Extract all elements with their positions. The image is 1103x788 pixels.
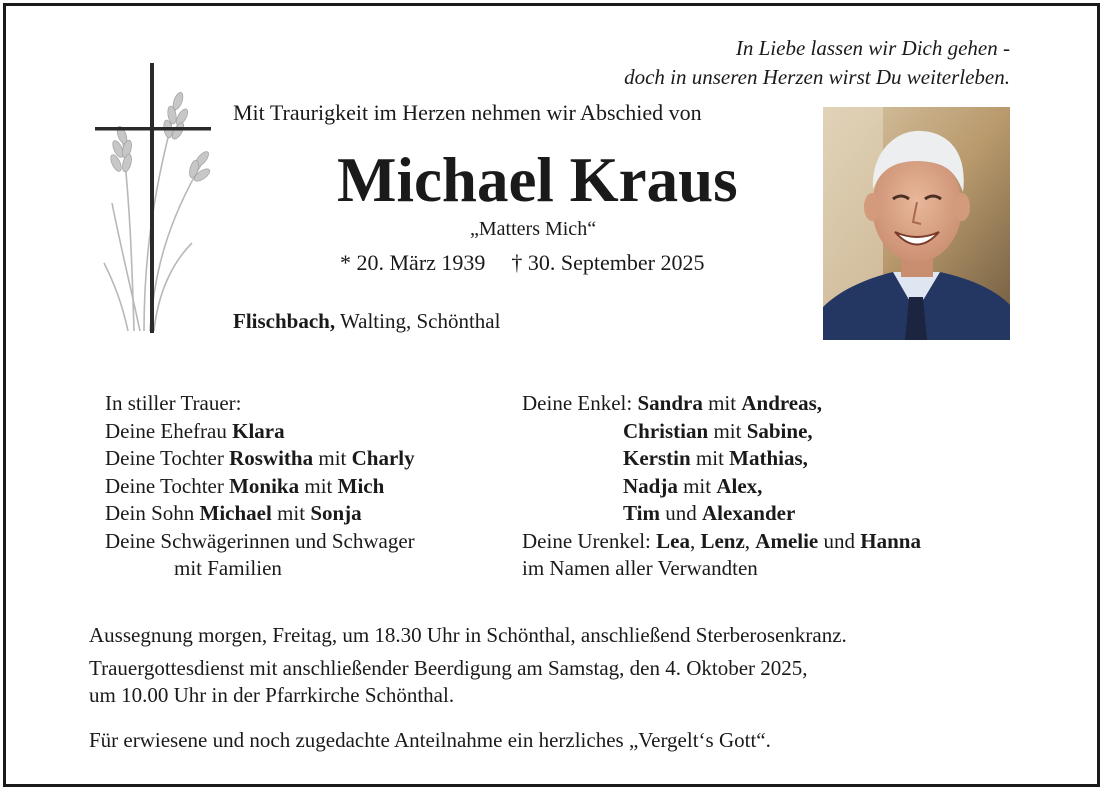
wheat-stalk [112,203,140,331]
intro-text: Mit Traurigkeit im Herzen nehmen wir Abschied von [233,100,702,125]
places [233,309,500,334]
motto [624,34,1010,92]
mourners-right [522,390,921,583]
cross-with-wheat-icon [92,63,212,336]
place-primary: Flischbach, [233,309,336,333]
grandchild-row: Nadja mit Alex, [623,473,763,498]
grandchild-row: Christian mit Sabine, [623,418,813,443]
mourner-row: Dein Sohn Michael mit Sonja [105,501,362,525]
wheat-stalk [104,263,128,331]
grandchild-row: Deine Enkel: Sandra mit Andreas, [522,391,823,415]
places-rest: Walting, Schönthal [335,309,501,333]
service-line-2: um 10.00 Uhr in der Pfarrkirche Schönthal. [89,683,455,707]
blessing-notice: Aussegnung morgen, Freitag, um 18.30 Uhr in Schönthal, anschließend Sterberosenkranz. [89,623,847,647]
mourners-left [105,390,415,583]
grandchild-row: Kerstin mit Mathias, [623,446,808,470]
thanks-notice: Für erwiesene und noch zugedachte Anteilnahme ein herzliches „Vergelt‘s Gott“. [89,728,771,752]
mourner-row: Deine Ehefrau Klara [105,418,285,443]
deceased-name: Michael Kraus [337,145,738,215]
service-notice [89,655,808,709]
cross-horizontal [95,127,211,131]
death-date: † 30. September 2025 [511,250,705,275]
families-row: mit Familien [174,556,282,580]
birth-date: * 20. März 1939 [340,250,486,275]
mourner-row: Deine Tochter Roswitha mit Charly [105,446,415,470]
motto-line-1: In Liebe lassen wir Dich gehen - [735,36,1010,60]
relatives-row: im Namen aller Verwandten [522,556,758,580]
grandchild-row: Tim und Alexander [623,501,796,525]
inlaws-row: Deine Schwägerinnen und Schwager [105,528,415,553]
wheat-stalk [154,243,192,331]
cross-vertical [150,63,154,333]
mourners-heading: In stiller Trauer: [105,391,242,415]
life-dates [340,250,705,276]
motto-line-2: doch in unseren Herzen wirst Du weiterleben. [624,65,1010,89]
mourner-row: Deine Tochter Monika mit Mich [105,473,385,498]
portrait-photo [823,107,1010,340]
deceased-nickname: „Matters Mich“ [470,218,597,240]
service-line-1: Trauergottesdienst mit anschließender Beerdigung am Samstag, den 4. Oktober 2025, [89,656,808,680]
great-grandchildren-row: Deine Urenkel: Lea, Lenz, Amelie und Hanna [522,528,921,553]
